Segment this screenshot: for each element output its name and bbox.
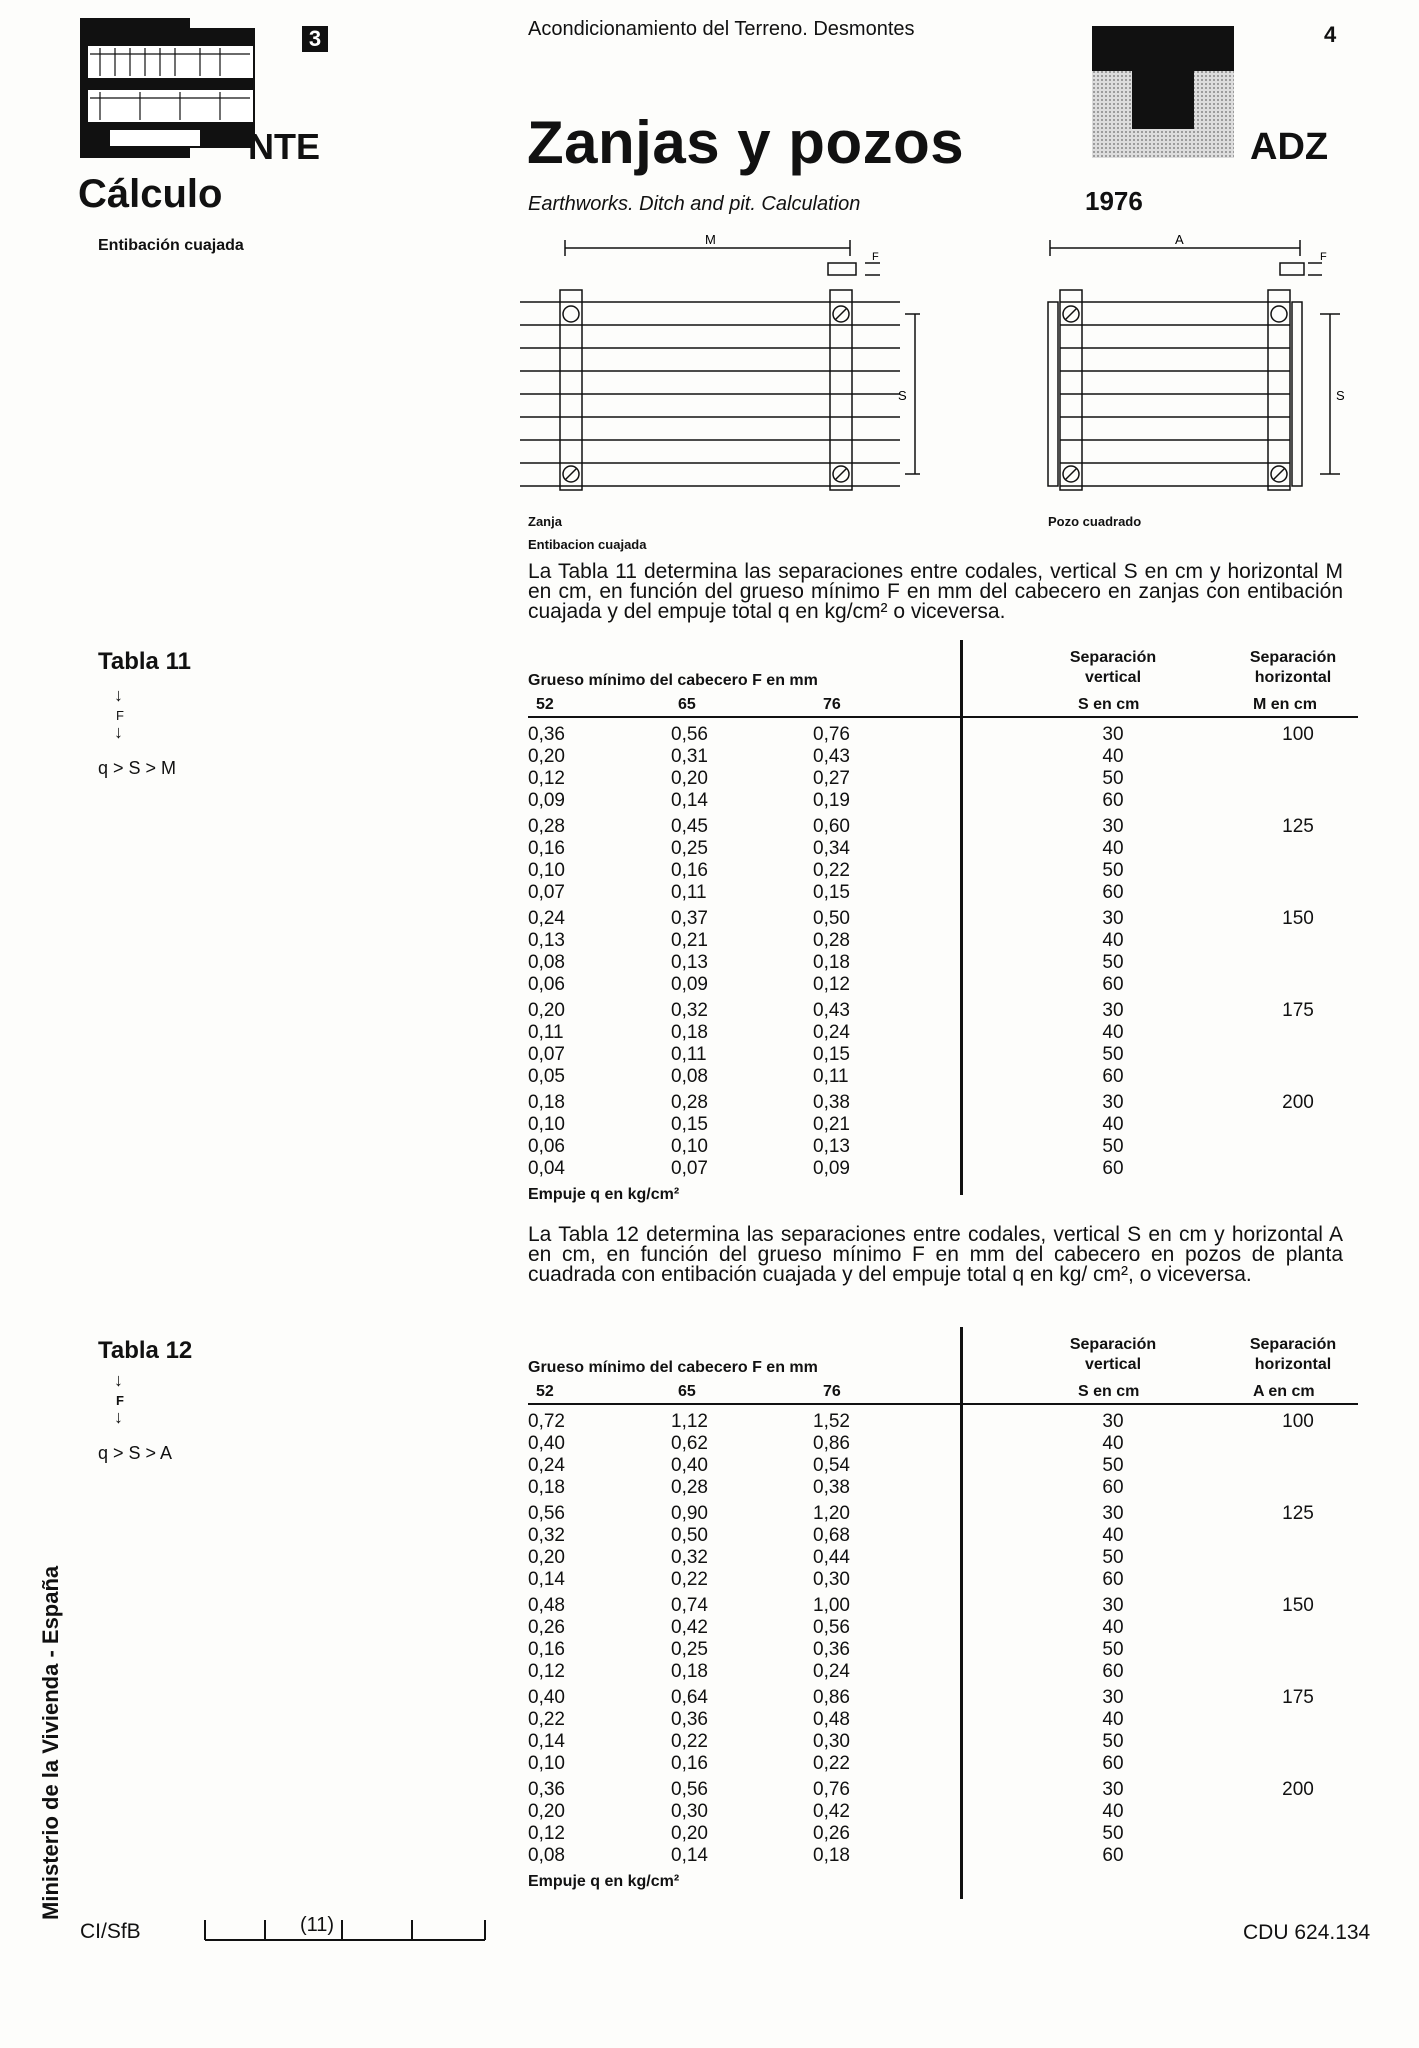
table-row: [528, 816, 1358, 838]
series-title: Acondicionamiento del Terreno. Desmontes: [528, 18, 915, 40]
cell-f76: 0,15: [813, 882, 850, 903]
cell-f76: 0,22: [813, 860, 850, 881]
header-rule: [528, 716, 1358, 718]
year: 1976: [1085, 186, 1143, 216]
cell-s: 40: [1102, 1801, 1124, 1822]
cell-s: 60: [1102, 1158, 1124, 1179]
col-header-separacion-vertical: Separación vertical: [1069, 649, 1157, 686]
cell-f65: 0,08: [671, 1066, 708, 1087]
cell-f76: 1,52: [813, 1411, 850, 1432]
cell-horizontal: 150: [1282, 1595, 1314, 1616]
table-row: [528, 790, 1358, 812]
cell-f76: 0,38: [813, 1092, 850, 1113]
cell-f52: 0,07: [528, 882, 565, 903]
col-header-52: 52: [536, 696, 554, 713]
cell-f65: 0,16: [671, 860, 708, 881]
tabla-11-label: Tabla 11: [98, 648, 191, 675]
table-footer-empuje: Empuje q en kg/cm²: [528, 1873, 680, 1890]
table-row: [528, 746, 1358, 768]
cell-s: 60: [1102, 974, 1124, 995]
col-header-76: 76: [823, 1383, 841, 1400]
cell-f52: 0,20: [528, 1000, 565, 1021]
cell-f65: 0,62: [671, 1433, 708, 1454]
table-header-grueso: Grueso mínimo del cabecero F en mm: [528, 672, 818, 689]
cell-s: 50: [1102, 1823, 1124, 1844]
section-title: Cálculo: [78, 172, 223, 216]
col-header-s-unit: S en cm: [1078, 1383, 1140, 1400]
cell-f65: 0,74: [671, 1595, 708, 1616]
cell-s: 40: [1102, 1617, 1124, 1638]
cell-f76: 0,30: [813, 1731, 850, 1752]
cell-f52: 0,14: [528, 1569, 565, 1590]
table-row: [528, 1547, 1358, 1569]
cell-f65: 0,22: [671, 1569, 708, 1590]
cell-f65: 0,20: [671, 768, 708, 789]
cell-f52: 0,05: [528, 1066, 565, 1087]
cell-s: 60: [1102, 882, 1124, 903]
flow-f-label: F: [116, 708, 124, 723]
table-row: [528, 1639, 1358, 1661]
cell-f65: 0,11: [671, 1044, 707, 1065]
cell-f76: 0,38: [813, 1477, 850, 1498]
cell-f65: 0,32: [671, 1547, 708, 1568]
cell-f76: 1,00: [813, 1595, 850, 1616]
cell-s: 30: [1102, 1411, 1124, 1432]
table-row: [528, 1661, 1358, 1683]
cisfb-label: CI/SfB: [80, 1920, 141, 1943]
cell-f52: 0,07: [528, 1044, 565, 1065]
cell-s: 60: [1102, 1661, 1124, 1682]
table-row: [528, 1000, 1358, 1022]
table-row: [528, 1801, 1358, 1823]
cell-horizontal: 125: [1282, 816, 1314, 837]
cell-f76: 0,18: [813, 1845, 850, 1866]
table-footer-empuje: Empuje q en kg/cm²: [528, 1186, 680, 1203]
zanja-diagram: [520, 230, 920, 510]
subsection-title: Entibación cuajada: [98, 237, 244, 254]
cell-f76: 0,60: [813, 816, 850, 837]
cell-f65: 0,31: [671, 746, 708, 767]
cell-f52: 0,08: [528, 952, 565, 973]
cell-s: 40: [1102, 1433, 1124, 1454]
code-label: ADZ: [1250, 126, 1329, 168]
table-row: [528, 1092, 1358, 1114]
table-row: [528, 724, 1358, 746]
flow-arrow-icon: ↓: [114, 1407, 123, 1427]
cell-f76: 0,27: [813, 768, 850, 789]
cell-f76: 0,48: [813, 1709, 850, 1730]
cell-f65: 0,15: [671, 1114, 708, 1135]
cell-s: 60: [1102, 1845, 1124, 1866]
table-row: [528, 1731, 1358, 1753]
table-row: [528, 1569, 1358, 1591]
flow-arrow-icon: ↓: [114, 1370, 123, 1390]
cell-f76: 0,43: [813, 1000, 850, 1021]
col-header-65: 65: [678, 696, 696, 713]
cell-f52: 0,20: [528, 746, 565, 767]
cell-f76: 0,54: [813, 1455, 850, 1476]
cell-f65: 0,36: [671, 1709, 708, 1730]
table-row: [528, 1433, 1358, 1455]
cell-horizontal: 175: [1282, 1000, 1314, 1021]
cell-f76: 0,19: [813, 790, 850, 811]
cell-f52: 0,40: [528, 1687, 565, 1708]
cell-horizontal: 200: [1282, 1779, 1314, 1800]
cell-f52: 0,72: [528, 1411, 565, 1432]
cell-f65: 0,07: [671, 1158, 708, 1179]
table-row: [528, 860, 1358, 882]
tabla-12-description: La Tabla 12 determina las separaciones entre codales, vertical S en cm y horizontal A en cm, en función del grueso mínimo F en mm del cabecero en pozos de planta cuadrada con entibación cuajada y del empuje total q en kg/ cm², o viceversa.: [528, 1223, 1343, 1286]
cell-f65: 0,22: [671, 1731, 708, 1752]
table-row: [528, 1503, 1358, 1525]
pozo-dim-f: F: [1320, 251, 1327, 263]
table-row: [528, 1753, 1358, 1775]
cell-s: 60: [1102, 790, 1124, 811]
cell-f65: 0,28: [671, 1477, 708, 1498]
cell-horizontal: 150: [1282, 908, 1314, 929]
cell-f65: 0,16: [671, 1753, 708, 1774]
cell-f65: 0,56: [671, 1779, 708, 1800]
cell-f76: 0,68: [813, 1525, 850, 1546]
cell-horizontal: 100: [1282, 1411, 1314, 1432]
cell-f65: 0,40: [671, 1455, 708, 1476]
table-row: [528, 1066, 1358, 1088]
cell-f76: 0,42: [813, 1801, 850, 1822]
nte-label: NTE: [248, 126, 320, 167]
cell-f76: 0,30: [813, 1569, 850, 1590]
cell-s: 30: [1102, 816, 1124, 837]
cell-f52: 0,09: [528, 790, 565, 811]
cell-f65: 0,21: [671, 930, 708, 951]
cell-horizontal: 175: [1282, 1687, 1314, 1708]
cell-f52: 0,40: [528, 1433, 565, 1454]
cell-f76: 0,24: [813, 1661, 850, 1682]
table-row: [528, 1136, 1358, 1158]
cell-f76: 0,50: [813, 908, 850, 929]
ministry-vertical-label: Ministerio de la Vivienda - España: [38, 1565, 63, 1920]
pozo-dim-s: S: [1336, 388, 1345, 403]
col-header-52: 52: [536, 1383, 554, 1400]
cell-s: 50: [1102, 1455, 1124, 1476]
table-row: [528, 952, 1358, 974]
table-row: [528, 908, 1358, 930]
col-header-65: 65: [678, 1383, 696, 1400]
cell-f65: 0,56: [671, 724, 708, 745]
cell-f76: 0,34: [813, 838, 850, 859]
cell-f52: 0,11: [528, 1022, 564, 1043]
cell-f65: 0,25: [671, 1639, 708, 1660]
table-row: [528, 1525, 1358, 1547]
cell-f52: 0,10: [528, 1753, 565, 1774]
cell-s: 40: [1102, 1525, 1124, 1546]
cell-f65: 0,32: [671, 1000, 708, 1021]
cell-s: 60: [1102, 1753, 1124, 1774]
cell-horizontal: 200: [1282, 1092, 1314, 1113]
english-subtitle: Earthworks. Ditch and pit. Calculation: [528, 193, 861, 215]
table-row: [528, 1617, 1358, 1639]
cell-s: 50: [1102, 1639, 1124, 1660]
cell-f65: 0,14: [671, 1845, 708, 1866]
table-row: [528, 838, 1358, 860]
cell-s: 50: [1102, 768, 1124, 789]
cell-f76: 0,44: [813, 1547, 850, 1568]
cell-s: 40: [1102, 930, 1124, 951]
cell-s: 50: [1102, 860, 1124, 881]
cell-f65: 0,90: [671, 1503, 708, 1524]
cdu-label: CDU 624.134: [1243, 1921, 1371, 1944]
cell-s: 40: [1102, 1114, 1124, 1135]
adz-logo: [1092, 26, 1234, 158]
cell-f52: 0,06: [528, 1136, 565, 1157]
cell-f52: 0,26: [528, 1617, 565, 1638]
cell-s: 30: [1102, 908, 1124, 929]
flow-arrow-icon: ↓: [114, 685, 123, 705]
section-number-badge: 3: [302, 26, 328, 52]
cell-f65: 0,30: [671, 1801, 708, 1822]
cell-f65: 0,25: [671, 838, 708, 859]
cell-f52: 0,18: [528, 1477, 565, 1498]
cell-s: 40: [1102, 746, 1124, 767]
cell-f65: 0,13: [671, 952, 708, 973]
cell-f65: 0,28: [671, 1092, 708, 1113]
cell-s: 30: [1102, 1000, 1124, 1021]
tabla-12: [528, 1333, 1358, 1893]
cell-f76: 0,36: [813, 1639, 850, 1660]
col-header-separacion-horizontal: Separación horizontal: [1249, 1336, 1337, 1373]
table-row: [528, 1845, 1358, 1867]
zanja-dim-f: F: [872, 251, 879, 263]
cell-f52: 0,32: [528, 1525, 565, 1546]
cell-s: 50: [1102, 1044, 1124, 1065]
cell-f52: 0,28: [528, 816, 565, 837]
cell-f65: 0,37: [671, 908, 708, 929]
cell-f52: 0,06: [528, 974, 565, 995]
cell-f52: 0,13: [528, 930, 565, 951]
cell-f52: 0,24: [528, 1455, 565, 1476]
table-row: [528, 1044, 1358, 1066]
cell-f76: 0,13: [813, 1136, 850, 1157]
table-row: [528, 1114, 1358, 1136]
table-row: [528, 1779, 1358, 1801]
cell-f65: 0,14: [671, 790, 708, 811]
cell-f76: 0,86: [813, 1687, 850, 1708]
cell-f52: 0,20: [528, 1801, 565, 1822]
cell-f76: 0,24: [813, 1022, 850, 1043]
cell-s: 30: [1102, 1779, 1124, 1800]
cell-f76: 1,20: [813, 1503, 850, 1524]
cell-f52: 0,08: [528, 1845, 565, 1866]
cell-f76: 0,22: [813, 1753, 850, 1774]
cell-s: 50: [1102, 1136, 1124, 1157]
table-header-grueso: Grueso mínimo del cabecero F en mm: [528, 1359, 818, 1376]
cell-f52: 0,10: [528, 860, 565, 881]
page-number: 4: [1324, 22, 1337, 47]
cell-f76: 0,11: [813, 1066, 849, 1087]
cell-s: 40: [1102, 1709, 1124, 1730]
cell-f52: 0,36: [528, 724, 565, 745]
cell-f76: 0,86: [813, 1433, 850, 1454]
cell-f65: 0,20: [671, 1823, 708, 1844]
cell-f52: 0,36: [528, 1779, 565, 1800]
nte-logo: [80, 18, 255, 158]
table-row: [528, 768, 1358, 790]
cell-f65: 0,10: [671, 1136, 708, 1157]
table-row: [528, 1158, 1358, 1180]
tabla-11: [528, 646, 1358, 1206]
cell-f52: 0,48: [528, 1595, 565, 1616]
cell-f65: 1,12: [671, 1411, 708, 1432]
page-title: Zanjas y pozos: [527, 109, 965, 176]
cell-f52: 0,12: [528, 1661, 565, 1682]
cell-s: 60: [1102, 1477, 1124, 1498]
cell-f52: 0,16: [528, 838, 565, 859]
cell-f52: 0,04: [528, 1158, 565, 1179]
cell-f76: 0,09: [813, 1158, 850, 1179]
cell-f65: 0,18: [671, 1661, 708, 1682]
cell-f52: 0,12: [528, 768, 565, 789]
table-row: [528, 1823, 1358, 1845]
cell-f65: 0,64: [671, 1687, 708, 1708]
cell-s: 60: [1102, 1569, 1124, 1590]
cell-horizontal: 100: [1282, 724, 1314, 745]
cell-f76: 0,26: [813, 1823, 850, 1844]
col-header-m-unit: M en cm: [1253, 696, 1318, 713]
cell-f52: 0,24: [528, 908, 565, 929]
table-row: [528, 1595, 1358, 1617]
cell-f52: 0,20: [528, 1547, 565, 1568]
cell-f52: 0,16: [528, 1639, 565, 1660]
table-row: [528, 930, 1358, 952]
classification-scale: [200, 1912, 490, 1942]
entibacion-caption: Entibacion cuajada: [528, 537, 647, 552]
cell-f76: 0,43: [813, 746, 850, 767]
cell-s: 30: [1102, 1503, 1124, 1524]
cell-f76: 0,76: [813, 1779, 850, 1800]
pozo-dim-a: A: [1175, 232, 1184, 247]
flow-arrow-icon: ↓: [114, 722, 123, 742]
cell-s: 50: [1102, 1731, 1124, 1752]
table-row: [528, 1022, 1358, 1044]
table-row: [528, 974, 1358, 996]
header-rule: [528, 1403, 1358, 1405]
cell-f52: 0,12: [528, 1823, 565, 1844]
zanja-dim-m: M: [705, 232, 716, 247]
cell-s: 30: [1102, 1687, 1124, 1708]
cell-f76: 0,76: [813, 724, 850, 745]
cell-f65: 0,45: [671, 816, 708, 837]
cell-f76: 0,21: [813, 1114, 850, 1135]
zanja-dim-s: S: [898, 388, 907, 403]
pozo-diagram: [1030, 230, 1350, 510]
cell-f65: 0,50: [671, 1525, 708, 1546]
cell-f76: 0,28: [813, 930, 850, 951]
cell-f52: 0,14: [528, 1731, 565, 1752]
col-header-76: 76: [823, 696, 841, 713]
cell-f76: 0,12: [813, 974, 850, 995]
table-row: [528, 882, 1358, 904]
col-header-a-unit: A en cm: [1253, 1383, 1315, 1400]
cell-s: 60: [1102, 1066, 1124, 1087]
cell-s: 30: [1102, 1595, 1124, 1616]
cell-f52: 0,56: [528, 1503, 565, 1524]
pozo-caption: Pozo cuadrado: [1048, 514, 1142, 529]
cell-f65: 0,42: [671, 1617, 708, 1638]
cell-s: 50: [1102, 952, 1124, 973]
cell-s: 40: [1102, 838, 1124, 859]
cell-s: 30: [1102, 1092, 1124, 1113]
table-row: [528, 1455, 1358, 1477]
cell-f76: 0,15: [813, 1044, 850, 1065]
cell-f65: 0,11: [671, 882, 707, 903]
col-header-separacion-horizontal: Separación horizontal: [1249, 649, 1337, 686]
col-header-s-unit: S en cm: [1078, 696, 1140, 713]
table-row: [528, 1709, 1358, 1731]
scale-label: (11): [300, 1914, 335, 1936]
cell-f76: 0,56: [813, 1617, 850, 1638]
cell-s: 40: [1102, 1022, 1124, 1043]
zanja-caption: Zanja: [528, 514, 562, 529]
cell-f52: 0,22: [528, 1709, 565, 1730]
cell-f65: 0,09: [671, 974, 708, 995]
tabla-11-description: La Tabla 11 determina las separaciones entre codales, vertical S en cm y horizontal M en cm, en función del grueso mínimo F en mm del cabecero en zanjas con entibación cuajada y del empuje total q en kg/cm² o viceversa.: [528, 560, 1343, 623]
cell-f52: 0,10: [528, 1114, 565, 1135]
flow-sequence: q > S > M: [98, 758, 177, 778]
cell-s: 50: [1102, 1547, 1124, 1568]
cell-f65: 0,18: [671, 1022, 708, 1043]
cell-f76: 0,18: [813, 952, 850, 973]
flow-f-label: F: [116, 1393, 124, 1408]
flow-sequence: q > S > A: [98, 1443, 173, 1463]
cell-s: 30: [1102, 724, 1124, 745]
cell-f52: 0,18: [528, 1092, 565, 1113]
tabla-12-label: Tabla 12: [98, 1337, 193, 1364]
cell-horizontal: 125: [1282, 1503, 1314, 1524]
table-row: [528, 1411, 1358, 1433]
table-row: [528, 1687, 1358, 1709]
table-row: [528, 1477, 1358, 1499]
col-header-separacion-vertical: Separación vertical: [1069, 1336, 1157, 1373]
